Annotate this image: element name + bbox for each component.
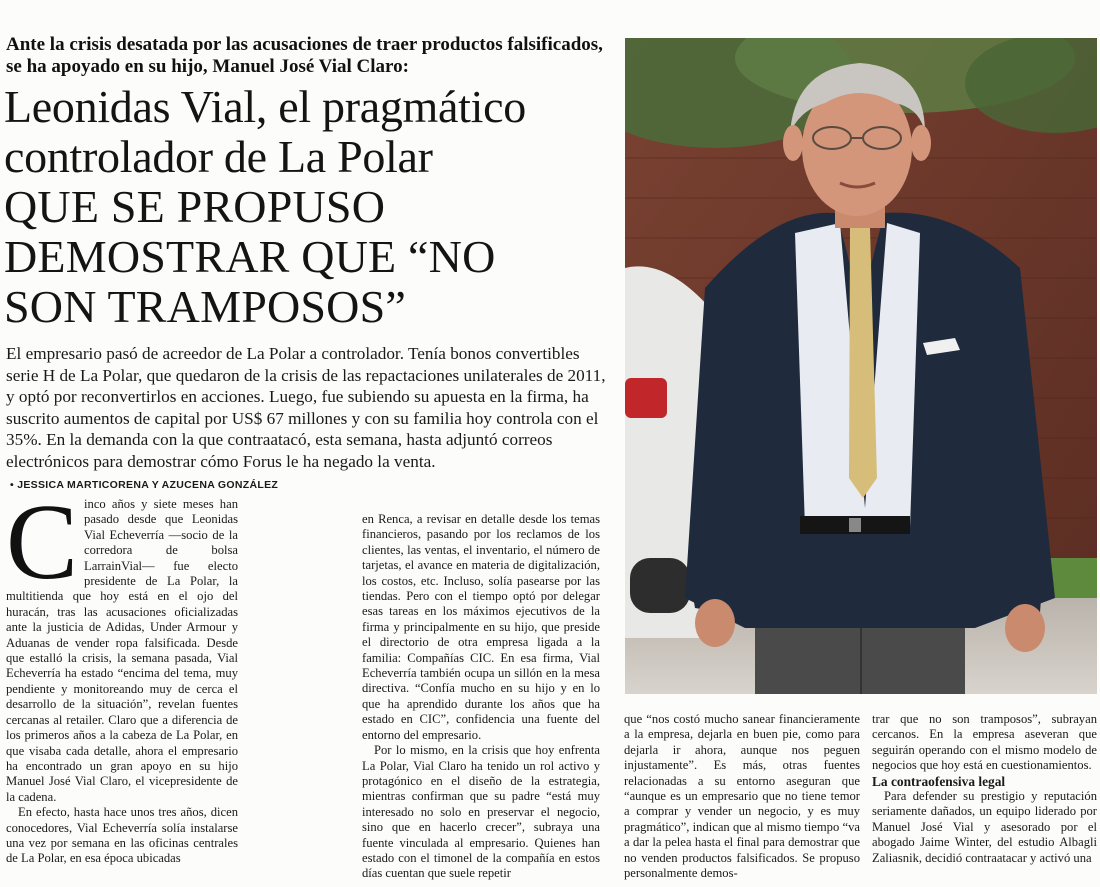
- article-headline: [4, 82, 614, 332]
- byline: • JESSICA MARTICORENA Y AZUCENA GONZÁLEZ: [10, 479, 279, 491]
- portrait-illustration: [625, 38, 1097, 694]
- headline-line-3: QUE SE PROPUSO: [4, 181, 386, 232]
- body-column-4: [872, 712, 1097, 866]
- drop-cap: C: [6, 483, 79, 602]
- paragraph: en Renca, a revisar en detalle desde los temas financieros, pasando por los reclamos de los clientes, las ventas, el inventario, el número de tarjetas, el avance en materia de digitalización, los costos, etc. Incluso, solía pasearse por las tiendas. Pero con el tiempo optó por delegar esas tareas en los máximos ejecutivos de la firma y principalmente en su hijo, que preside el directorio de otra empresa ligada a la familia: Compañías CIC. En esa firma, Vial Echeverría también ocupa un sillón en la mesa directiva. “Confía mucho en su hijo y en lo que ha aprendido durante los años que ha estado en CIC”, confidencia una fuente del entorno del empresario.: [362, 512, 600, 742]
- headline-line-5: SON TRAMPOSOS”: [4, 281, 406, 332]
- paragraph: trar que no son tramposos”, subrayan cercanos. En la empresa aseveran que seguirán operando con el mismo modelo de negocios que hoy está en cuestionamientos.: [872, 712, 1097, 773]
- body-column-2: [362, 512, 600, 882]
- article-lede: [6, 343, 606, 497]
- paragraph: que “nos costó mucho sanear financieramente a la empresa, dejarla en buen pie, como para dejarla ir ahora, aunque nos peguen injustamente”. Es más, otras fuentes relacionadas a su entorno aseguran que “aunque es un empresario que no tiene temor a comprar y vender un negocio, y es muy pragmático”, indican que al mismo tiempo “va a dar la pelea hasta el final para demostrar que no venden productos falsificados. Se propuso personalmente demos-: [624, 712, 860, 881]
- body-column-3: [624, 712, 860, 881]
- headline-line-1: Leonidas Vial, el pragmático: [4, 81, 526, 132]
- article-photo: [625, 38, 1097, 694]
- article-kicker: Ante la crisis desatada por las acusaciones de traer productos falsificados, se ha apoyado en su hijo, Manuel José Vial Claro:: [6, 34, 603, 77]
- paragraph: Para defender su prestigio y reputación seriamente dañados, un equipo liderado por Manuel José Vial y asesorado por el abogado Jaime Winter, del estudio Albagli Zaliasnik, decidió contraatacar y activó una: [872, 789, 1097, 865]
- paragraph-text: inco años y siete meses han pasado desde que Leonidas Vial Echeverría —socio de la corredora de bolsa LarrainVial— fue electo presidente de La Polar, la multitienda que hoy está en el ojo del huracán, tras las acusaciones oficializadas ante la justicia de Adidas, Under Armour y Aduanas de vender ropa falsificada. Desde que estalló la crisis, la semana pasada, Vial Echeverría ha estado “encima del tema, muy pendiente y monitoreando muy de cerca el desarrollo de la situación”, revelan fuentes cercanas al retailer. Claro que a diferencia de los primeros años a la cabeza de La Polar, en que visaba cada detalle, ahora el empresario ha encontrado un gran apoyo en su hijo Manuel José Vial Claro, el vicepresidente de la cadena.: [6, 497, 238, 804]
- paragraph: En efecto, hasta hace unos tres años, dicen conocedores, Vial Echeverría solía instalarse una vez por semana en las oficinas centrales de La Polar, en esa época ubicadas: [6, 805, 238, 866]
- section-subhead: La contraofensiva legal: [872, 773, 1006, 789]
- paragraph: Por lo mismo, en la crisis que hoy enfrenta La Polar, Vial Claro ha tenido un rol activo y protagónico en el diseño de la estrategia, mientras confirman que su padre “está muy interesado no solo en preservar el negocio, sino que en hacerlo crecer”, subraya una fuente vinculada al empresario. Quienes han estado con el timonel de la compañía en estos días cuentan que suele repetir: [362, 743, 600, 881]
- lede-text: El empresario pasó de acreedor de La Polar a controlador. Tenía bonos convertibles serie H de La Polar, que quedaron de la crisis de las repactaciones unilaterales de 2011, y optó por reconvertirlos en acciones. Luego, fue subiendo su apuesta en la firma, ha suscrito aumentos de capital por US$ 67 millones y con su familia hoy controla con el 35%. En la demanda con la que contraatacó, esta semana, hasta adjuntó correos electrónicos para demostrar cómo Forus le ha negado la venta.: [6, 344, 606, 471]
- headline-line-4: DEMOSTRAR QUE “NO: [4, 231, 496, 282]
- headline-line-2: controlador de La Polar: [4, 131, 433, 182]
